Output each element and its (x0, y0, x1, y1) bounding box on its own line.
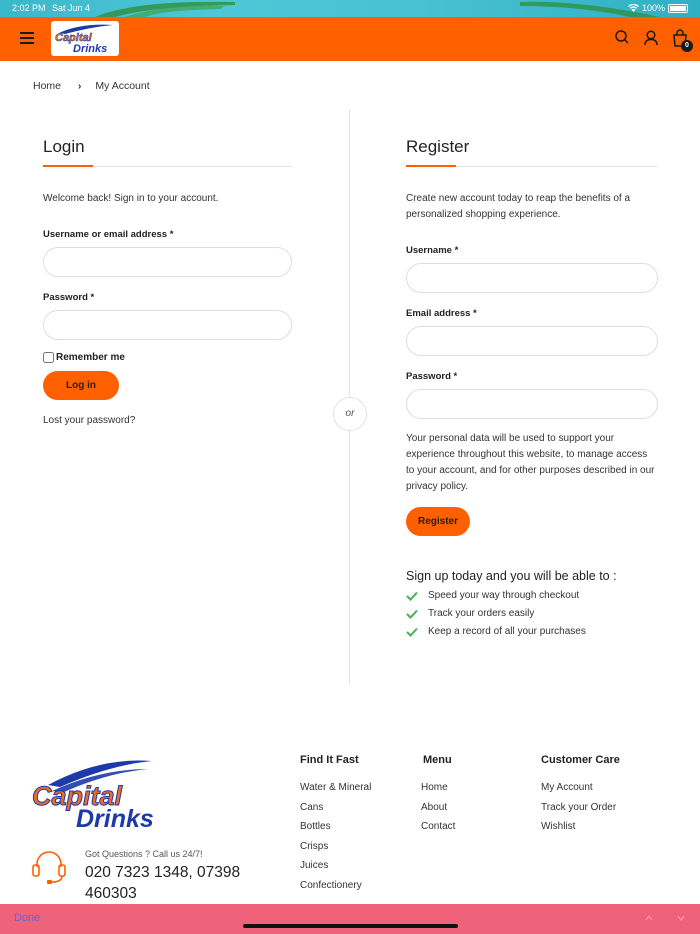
login-title: Login (43, 137, 85, 156)
register-title: Register (406, 137, 470, 156)
footer-link[interactable]: My Account (541, 782, 593, 793)
register-intro: Create new account today to reap the benefits of a personalized shopping experience. (406, 193, 631, 220)
benefit-item (406, 608, 658, 619)
footer-link[interactable]: Home (421, 782, 448, 793)
privacy-notice: Your personal data will be used to support your experience throughout this website, to manage access to your account, and for other purposes described in our privacy policy. (406, 433, 655, 492)
footer-link[interactable]: Contact (421, 821, 456, 832)
remember-me-label: Remember me (56, 352, 125, 363)
wifi-icon (628, 4, 639, 12)
footer-link[interactable]: Crisps (300, 840, 329, 852)
status-date: Sat Jun 4 (52, 3, 91, 13)
remember-me-checkbox[interactable] (43, 352, 292, 363)
footer-link[interactable]: Wishlist (541, 821, 576, 832)
lost-password-link[interactable]: Lost your password? (43, 415, 136, 426)
battery-percent: 100% (641, 3, 665, 13)
footer-logo[interactable] (30, 757, 172, 829)
status-bar (0, 0, 700, 17)
remember-me-input[interactable] (43, 352, 54, 363)
site-logo[interactable] (51, 21, 119, 56)
checkmark-icon (406, 591, 418, 601)
user-account-icon[interactable] (643, 29, 659, 47)
done-button[interactable]: Done (14, 912, 41, 924)
footer-heading: Menu (423, 754, 452, 766)
title-underline (43, 166, 292, 167)
footer-link[interactable]: Bottles (300, 821, 331, 832)
checkmark-icon (406, 627, 418, 637)
footer-heading: Customer Care (541, 754, 620, 766)
footer-link[interactable]: Water & Mineral (300, 782, 372, 793)
register-username-label: Username * (406, 245, 459, 256)
menu-icon[interactable] (20, 32, 34, 44)
breadcrumb-home[interactable]: Home (33, 80, 62, 92)
site-header (0, 17, 700, 61)
footer-heading: Find It Fast (300, 754, 359, 766)
palm-leaf-decoration (95, 0, 235, 17)
login-intro: Welcome back! Sign in to your account. (43, 193, 219, 204)
svg-text:Drinks: Drinks (73, 43, 108, 55)
title-underline (406, 166, 658, 167)
keyboard-accessory-bar (0, 904, 700, 934)
cart-count-badge: 0 (681, 40, 693, 52)
footer-link[interactable]: Juices (300, 860, 329, 871)
footer-customer-care (541, 754, 620, 841)
home-indicator (243, 924, 458, 928)
register-section (406, 137, 658, 637)
benefit-text: Track your orders easily (428, 608, 535, 619)
footer-find-it-fast (300, 754, 371, 899)
battery-icon (668, 4, 688, 13)
footer-menu (421, 754, 455, 841)
benefit-item (406, 626, 658, 637)
footer-link[interactable]: Confectionery (300, 879, 362, 891)
login-section (43, 137, 292, 426)
chevron-down-icon[interactable] (677, 914, 685, 922)
cart-button[interactable] (672, 29, 688, 47)
benefits-title: Sign up today and you will be able to : (406, 569, 617, 583)
login-username-input[interactable] (43, 247, 292, 277)
password-label: Password * (43, 292, 95, 303)
benefit-text: Speed your way through checkout (428, 590, 580, 601)
breadcrumb-current: My Account (95, 80, 150, 92)
chevron-up-icon[interactable] (645, 914, 653, 922)
search-icon[interactable] (614, 29, 630, 47)
support-question: Got Questions ? Call us 24/7! (85, 849, 203, 859)
footer-link[interactable]: About (421, 801, 448, 813)
svg-text:Drinks: Drinks (76, 805, 154, 829)
footer-link[interactable]: Cans (300, 801, 324, 813)
register-email-label: Email address * (406, 308, 477, 319)
footer-link[interactable]: Track your Order (541, 801, 617, 813)
register-password-input[interactable] (406, 389, 658, 419)
svg-text:Capital: Capital (55, 32, 92, 44)
register-button[interactable]: Register (406, 507, 470, 536)
benefit-item (406, 590, 658, 601)
username-label: Username or email address * (43, 229, 174, 240)
login-password-input[interactable] (43, 310, 292, 340)
chevron-right-icon: › (78, 80, 82, 92)
register-username-input[interactable] (406, 263, 658, 293)
headset-icon (30, 849, 68, 885)
status-time: 2:02 PM (12, 3, 46, 13)
support-phone[interactable]: 020 7323 1348, 07398 460303 (85, 864, 241, 902)
svg-text:Capital: Capital (32, 781, 123, 811)
login-button[interactable]: Log in (43, 371, 119, 400)
register-password-label: Password * (406, 371, 458, 382)
breadcrumb (33, 80, 150, 92)
capital-drinks-logo (51, 21, 119, 56)
benefit-text: Keep a record of all your purchases (428, 626, 586, 637)
register-email-input[interactable] (406, 326, 658, 356)
checkmark-icon (406, 609, 418, 619)
or-separator: or (333, 397, 367, 431)
